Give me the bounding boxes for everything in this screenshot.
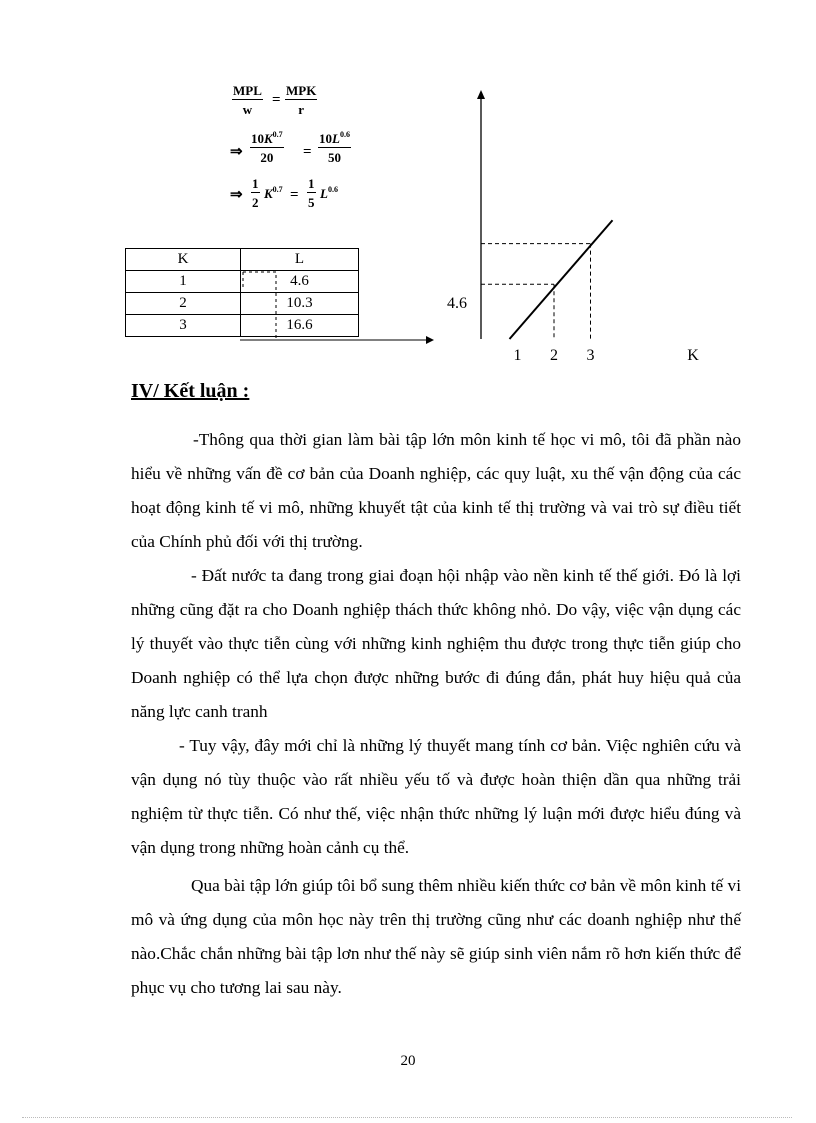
dashed-bracket	[243, 272, 276, 340]
y-tick-label: 4.6	[447, 295, 467, 312]
equals-sign: =	[303, 144, 312, 160]
equals-sign: =	[290, 187, 299, 203]
x-tick-label: 1	[513, 347, 522, 364]
formula-10l-over-50: $\frac{10L^{0.6}}{50}$	[319, 130, 350, 165]
table-header-k: K	[126, 249, 241, 271]
y-axis-arrow-icon	[477, 90, 485, 99]
chart-guides	[481, 244, 591, 339]
table-cell-k: 2	[126, 293, 241, 315]
table-cell-k: 3	[126, 315, 241, 337]
formula-fifth: $\frac{1}{5}$	[308, 176, 315, 210]
k-l-chart	[440, 78, 720, 368]
series-line	[510, 220, 613, 339]
paragraph-3: - Tuy vậy, đây mới chỉ là những lý thuyết mang tính cơ bản. Việc nghiên cứu và vận dụng nó tùy thuộc vào rất nhiều yếu tố và được hoàn thiện dần qua những trải nghiệm từ thực tiễn. Có như thế, việc nhận thức những lý luận mới được hiểu đúng và vận dụng trong những hoàn cảnh cụ thể.	[131, 736, 741, 857]
formula-10k-over-20: $\frac{10K^{0.7}}{20}$	[251, 130, 283, 165]
paragraph-4: Qua bài tập lớn giúp tôi bổ sung thêm nhiều kiến thức cơ bản về môn kinh tế vi mô và ứng dụng của môn học này trên thị trường cũng như các doanh nghiệp như thế nào.Chắc chắn những bài tập lơn như thế này sẽ giúp sinh viên nắm rõ hơn kiến thức để phục vụ cho tương lai sau này.	[131, 876, 741, 997]
formula-k-power: $K^{0.7}$	[264, 185, 283, 201]
section-heading: IV/ Kết luận :	[131, 380, 250, 402]
implies-arrow: ⇒	[230, 144, 243, 160]
page-number: 20	[400, 1053, 416, 1069]
formula-mpk-over-r: MPK r	[286, 83, 317, 117]
x-tick-label: 3	[586, 347, 595, 364]
paragraph-1: -Thông qua thời gian làm bài tập lớn môn kinh tế học vi mô, tôi đã phần nào hiểu về những vấn đề cơ bản của Doanh nghiệp, các quy luật, xu thế vận động của các hoạt động kinh tế vi mô, những khuyết tật của kinh tế thị trường và vai trò sự điều tiết của Chính phủ đối với thị trường.	[131, 430, 741, 551]
chart-series	[510, 220, 613, 339]
footer-rule	[22, 1117, 792, 1118]
arrow-head-icon	[426, 336, 434, 344]
formula-half: $\frac{1}{2}$	[252, 176, 259, 210]
formula-l-power: $L^{0.6}$	[320, 185, 338, 201]
paragraph-2: - Đất nước ta đang trong giai đoạn hội nhập vào nền kinh tế thế giới. Đó là lợi những cũng đặt ra cho Doanh nghiệp thách thức không nhỏ. Do vậy, việc vận dụng các lý thuyết vào thực tiễn cùng với những kinh nghiệm thu được trong thực tiễn giúp cho Doanh nghiệp có thể lựa chọn được những bước đi đúng đắn, phát huy hiệu quả của năng lực canh tranh	[131, 566, 741, 721]
table-header-l: L	[241, 249, 359, 271]
table-cell-l: 10.3	[241, 293, 359, 315]
table-cell-l: 4.6	[241, 271, 359, 293]
x-axis-label: K	[687, 347, 699, 364]
x-tick-label: 2	[550, 347, 558, 364]
implies-arrow: ⇒	[230, 187, 243, 203]
formula-mpl-over-w: MPL w	[233, 83, 262, 117]
chart-axes	[477, 90, 485, 339]
table-cell-k: 1	[126, 271, 241, 293]
equals-sign: =	[272, 92, 281, 108]
chart-labels	[447, 295, 699, 364]
table-cell-l: 16.6	[241, 315, 359, 337]
